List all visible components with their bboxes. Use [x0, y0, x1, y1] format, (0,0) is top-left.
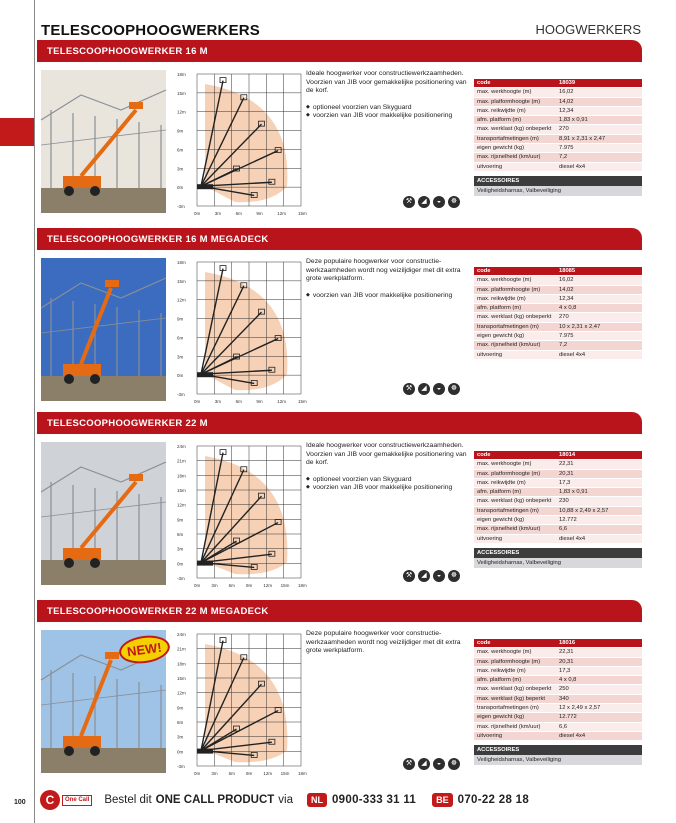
y-tick-label: 12m	[177, 502, 186, 508]
y-tick-label: 6m	[177, 720, 184, 725]
spec-row	[474, 704, 642, 713]
spec-label: max. werklast (kg) onbeperkt	[477, 686, 552, 693]
description-text: Ideale hoogwerker voor constructiewerkzaamheden. Voorzien van JIB voor gemakkelijke positionering van de korf.	[306, 70, 467, 95]
spec-row	[474, 479, 642, 488]
new-badge: NEW!	[117, 633, 171, 667]
x-tick-label: 18m	[298, 771, 307, 776]
spec-label: max. reikwijdte (m)	[477, 667, 526, 674]
reach-diagram-container	[175, 442, 307, 590]
safety-icons	[403, 383, 460, 395]
spec-value: diesel 4x4	[559, 351, 586, 358]
spec-header-code: 18014	[559, 452, 576, 458]
spec-row	[474, 116, 642, 125]
spec-header-key: code	[477, 268, 491, 274]
spec-label: max. rijsnelheid (km/uur)	[477, 154, 541, 161]
spec-value: 4 x 0,8	[559, 305, 577, 312]
y-tick-label: 0m	[177, 373, 184, 379]
y-tick-label: 0m	[177, 749, 184, 755]
page-title: TELESCOOPHOOGWERKERS	[41, 22, 261, 39]
spec-header-row	[474, 639, 642, 648]
y-tick-label: 18m	[177, 661, 186, 667]
spec-row	[474, 341, 642, 350]
x-tick-label: 12m	[277, 211, 286, 216]
accessories-header: ACCESSOIRES	[474, 548, 642, 558]
spec-value: 7.975	[559, 145, 574, 152]
y-tick-label: 9m	[177, 316, 184, 322]
x-tick-label: 15m	[280, 583, 290, 588]
spec-value: 14,02	[559, 286, 574, 293]
y-tick-label: 12m	[177, 690, 186, 696]
section-title: TELESCOOPHOOGWERKER 22 M MEGADECK	[37, 600, 642, 622]
spec-label: max. werkhoogte (m)	[477, 89, 532, 96]
spec-label: max. platformhoogte (m)	[477, 470, 541, 477]
spec-value: 17,3	[559, 479, 571, 486]
y-tick-label: 3m	[177, 546, 184, 552]
y-tick-label: 12m	[177, 109, 186, 115]
spec-value: 10,88 x 2,49 x 2,57	[559, 507, 609, 514]
harness-icon: ☸	[448, 758, 460, 770]
spec-row	[474, 276, 642, 285]
spec-value: diesel 4x4	[559, 535, 586, 542]
spec-row	[474, 332, 642, 341]
spec-row	[474, 144, 642, 153]
country-be-badge: BE	[432, 793, 453, 807]
spec-value: 270	[559, 126, 569, 133]
spec-value: 6,6	[559, 723, 568, 730]
spec-table	[474, 267, 642, 360]
product-section	[37, 228, 642, 418]
feature-item: ◆ optioneel voorzien van Skyguard	[306, 104, 471, 113]
spec-table	[474, 79, 642, 196]
spec-label: max. werklast (kg) onbeperkt	[477, 126, 552, 133]
one-call-logo-text: One Call	[62, 795, 92, 806]
product-description	[306, 258, 471, 300]
spec-row	[474, 98, 642, 107]
reach-diagram	[175, 258, 307, 406]
y-tick-label: 18m	[177, 473, 186, 479]
x-tick-label: 3m	[211, 583, 218, 588]
x-tick-label: 18m	[298, 583, 307, 588]
spec-value: 22,31	[559, 461, 574, 468]
spec-label: transportafmetingen (m)	[477, 135, 539, 142]
reach-diagram-container	[175, 258, 307, 406]
spec-value: 12.772	[559, 714, 577, 721]
footer-order-bar	[40, 788, 529, 812]
spec-row	[474, 163, 642, 172]
section-title: TELESCOOPHOOGWERKER 22 M	[37, 412, 642, 434]
spec-header-row	[474, 451, 642, 460]
spec-row	[474, 732, 642, 741]
x-tick-label: 6m	[235, 211, 242, 216]
spec-row	[474, 135, 642, 144]
spec-row	[474, 313, 642, 322]
spec-label: max. rijsnelheid (km/uur)	[477, 723, 541, 730]
spec-row	[474, 658, 642, 667]
spec-label: max. platformhoogte (m)	[477, 658, 541, 665]
reach-diagram	[175, 630, 307, 778]
x-tick-label: 9m	[246, 583, 253, 588]
spec-row	[474, 695, 642, 704]
spec-row	[474, 323, 642, 332]
y-tick-label: 0m	[177, 185, 184, 191]
y-tick-label: 24m	[177, 444, 186, 449]
spec-value: 230	[559, 498, 569, 505]
harness-icon: ☸	[448, 196, 460, 208]
x-tick-label: 3m	[214, 399, 222, 404]
spec-row	[474, 685, 642, 694]
spec-label: eigen gewicht (kg)	[477, 145, 525, 152]
spec-header-code: 18085	[559, 268, 576, 274]
spec-row	[474, 723, 642, 732]
spec-value: 14,02	[559, 98, 574, 105]
spec-label: afm. platform (m)	[477, 489, 522, 496]
footer-text: Bestel dit	[104, 794, 152, 806]
phone-nl[interactable]: 0900-333 31 11	[331, 794, 417, 806]
y-tick-label: 15m	[177, 488, 186, 493]
spec-value: 340	[559, 695, 569, 702]
product-photo	[41, 630, 166, 773]
boot-icon: ◢	[418, 570, 430, 582]
spec-header-key: code	[477, 452, 491, 458]
helmet-icon: ◒	[433, 758, 445, 770]
harness-icon: ☸	[448, 570, 460, 582]
spec-header-key: code	[477, 640, 491, 646]
accessories-value: Veiligheidsharnas, Valbeveiliging	[474, 558, 642, 568]
spec-label: afm. platform (m)	[477, 117, 522, 124]
spec-value: 270	[559, 314, 569, 321]
spec-label: max. platformhoogte (m)	[477, 286, 541, 293]
spec-label: uitvoering	[477, 163, 503, 170]
spec-value: 20,31	[559, 658, 574, 665]
spec-label: max. rijsnelheid (km/uur)	[477, 526, 541, 533]
spec-row	[474, 648, 642, 657]
spec-row	[474, 667, 642, 676]
x-tick-label: 6m	[235, 399, 242, 404]
y-tick-label: -3m	[177, 764, 185, 769]
x-tick-label: 9m	[246, 771, 253, 776]
one-call-logo-icon: C	[40, 790, 60, 810]
wrench-icon: ⚒	[403, 758, 415, 770]
spec-label: max. werklast (kg) onbeperkt	[477, 314, 552, 321]
y-tick-label: -3m	[177, 204, 185, 209]
spec-row	[474, 535, 642, 544]
spec-value: 22,31	[559, 649, 574, 656]
feature-item: ◆ optioneel voorzien van Skyguard	[306, 476, 471, 485]
y-tick-label: 24m	[177, 632, 186, 637]
page-number: 100	[14, 799, 26, 806]
y-tick-label: 6m	[177, 335, 184, 341]
spec-label: eigen gewicht (kg)	[477, 333, 525, 340]
spec-value: 6,6	[559, 526, 568, 533]
x-tick-label: 3m	[214, 211, 222, 216]
safety-icons	[403, 758, 460, 770]
spec-value: 17,3	[559, 667, 571, 674]
x-tick-label: 6m	[228, 771, 235, 776]
y-tick-label: 0m	[177, 561, 184, 567]
x-tick-label: 6m	[228, 583, 235, 588]
spec-label: max. werkhoogte (m)	[477, 277, 532, 284]
feature-item: ◆ voorzien van JIB voor makkelijke positionering	[306, 484, 471, 493]
spec-label: max. reikwijdte (m)	[477, 107, 526, 114]
spec-value: 1,83 x 0,91	[559, 489, 588, 496]
spec-row	[474, 304, 642, 313]
x-tick-label: 12m	[277, 399, 286, 404]
spec-row	[474, 460, 642, 469]
spec-value: 12,34	[559, 107, 574, 114]
spec-value: 8,91 x 2,31 x 2,47	[559, 135, 606, 142]
product-description	[306, 442, 471, 493]
spec-header-code: 18039	[559, 80, 576, 86]
y-tick-label: 21m	[177, 646, 186, 652]
spec-label: afm. platform (m)	[477, 305, 522, 312]
spec-value: 16,02	[559, 89, 574, 96]
helmet-icon: ◒	[433, 196, 445, 208]
spec-value: diesel 4x4	[559, 163, 586, 170]
spec-row	[474, 676, 642, 685]
spec-label: uitvoering	[477, 351, 503, 358]
x-tick-label: 0m	[194, 583, 201, 588]
accessories-header: ACCESSOIRES	[474, 745, 642, 755]
spec-row	[474, 470, 642, 479]
feature-item: ◆ voorzien van JIB voor makkelijke positionering	[306, 112, 471, 121]
spec-table	[474, 639, 642, 765]
reach-diagram	[175, 442, 307, 590]
spec-value: 7,2	[559, 154, 568, 161]
y-tick-label: 3m	[177, 166, 184, 172]
footer-via: via	[278, 794, 293, 806]
wrench-icon: ⚒	[403, 383, 415, 395]
spec-row	[474, 497, 642, 506]
spec-row	[474, 713, 642, 722]
y-tick-label: 18m	[177, 72, 186, 77]
x-tick-label: 12m	[263, 583, 273, 588]
spec-row	[474, 516, 642, 525]
spec-row	[474, 88, 642, 97]
y-tick-label: 15m	[177, 676, 186, 681]
y-tick-label: 3m	[177, 734, 184, 740]
page-category: HOOGWERKERS	[535, 22, 641, 37]
page-tab-marker	[0, 118, 34, 146]
product-section	[37, 600, 642, 790]
spec-row	[474, 125, 642, 134]
spec-value: 7.975	[559, 333, 574, 340]
spec-label: eigen gewicht (kg)	[477, 517, 525, 524]
spec-label: uitvoering	[477, 535, 503, 542]
spec-label: max. platformhoogte (m)	[477, 98, 541, 105]
accessories-value: Veiligheidsharnas, Valbeveiliging	[474, 755, 642, 765]
feature-item: ◆ voorzien van JIB voor makkelijke positionering	[306, 292, 471, 301]
y-tick-label: -3m	[177, 576, 185, 581]
spec-label: max. reikwijdte (m)	[477, 479, 526, 486]
y-tick-label: 12m	[177, 297, 186, 303]
product-description	[306, 630, 471, 656]
description-text: Ideale hoogwerker voor constructiewerkzaamheden. Voorzien van JIB voor gemakkelijke positionering van de korf.	[306, 442, 467, 467]
spec-header-code: 18016	[559, 640, 576, 646]
spec-label: eigen gewicht (kg)	[477, 714, 525, 721]
y-tick-label: 15m	[177, 278, 186, 284]
spec-header-row	[474, 267, 642, 276]
spec-label: max. werklast (kg) onbeperkt	[477, 498, 552, 505]
product-section	[37, 40, 642, 230]
product-photo	[41, 442, 166, 585]
x-tick-label: 0m	[194, 771, 201, 776]
spec-value: 16,02	[559, 277, 574, 284]
product-description	[306, 70, 471, 121]
wrench-icon: ⚒	[403, 196, 415, 208]
wrench-icon: ⚒	[403, 570, 415, 582]
safety-icons	[403, 196, 460, 208]
spec-row	[474, 525, 642, 534]
spec-label: max. rijsnelheid (km/uur)	[477, 342, 541, 349]
spec-row	[474, 351, 642, 360]
spec-row	[474, 153, 642, 162]
y-tick-label: 6m	[177, 532, 184, 537]
helmet-icon: ◒	[433, 570, 445, 582]
x-tick-label: 3m	[211, 771, 218, 776]
boot-icon: ◢	[418, 196, 430, 208]
left-margin-rule	[34, 0, 35, 823]
spec-value: 12 x 2,49 x 2,57	[559, 705, 601, 712]
spec-row	[474, 295, 642, 304]
spec-value: 12,34	[559, 295, 574, 302]
spec-label: afm. platform (m)	[477, 677, 522, 684]
spec-label: max. werkhoogte (m)	[477, 461, 532, 468]
y-tick-label: -3m	[177, 392, 185, 397]
y-tick-label: 6m	[177, 147, 184, 153]
y-tick-label: 18m	[177, 260, 186, 265]
x-tick-label: 9m	[256, 399, 263, 404]
helmet-icon: ◒	[433, 383, 445, 395]
reach-diagram-container	[175, 70, 307, 218]
feature-list	[306, 476, 471, 493]
boot-icon: ◢	[418, 383, 430, 395]
accessories-header: ACCESSOIRES	[474, 176, 642, 186]
feature-list	[306, 292, 471, 301]
section-title: TELESCOOPHOOGWERKER 16 M MEGADECK	[37, 228, 642, 250]
phone-be[interactable]: 070-22 28 18	[457, 794, 530, 806]
footer-product: ONE CALL PRODUCT	[155, 794, 275, 806]
x-tick-label: 0m	[194, 399, 201, 404]
y-tick-label: 21m	[177, 458, 186, 464]
country-nl-badge: NL	[307, 793, 327, 807]
spec-value: 20,31	[559, 470, 574, 477]
spec-label: transportafmetingen (m)	[477, 705, 539, 712]
spec-value: diesel 4x4	[559, 732, 586, 739]
spec-row	[474, 107, 642, 116]
spec-value: 1,83 x 0,91	[559, 117, 588, 124]
product-photo	[41, 258, 166, 401]
x-tick-label: 12m	[263, 771, 273, 776]
spec-label: transportafmetingen (m)	[477, 507, 539, 514]
spec-label: max. werkhoogte (m)	[477, 649, 532, 656]
spec-row	[474, 286, 642, 295]
spec-label: transportafmetingen (m)	[477, 323, 539, 330]
spec-label: max. werklast (kg) beperkt	[477, 695, 545, 702]
boot-icon: ◢	[418, 758, 430, 770]
description-text: Deze populaire hoogwerker voor constructie-werkzaamheden wordt nog veiziljdiger met dit extra grote werkplatform.	[306, 630, 461, 655]
product-photo	[41, 70, 166, 213]
description-text: Deze populaire hoogwerker voor constructie-werkzaamheden wordt nog veiziljdiger met dit extra grote werkplatform.	[306, 258, 461, 283]
harness-icon: ☸	[448, 383, 460, 395]
spec-value: 250	[559, 686, 569, 693]
y-tick-label: 9m	[177, 705, 184, 711]
safety-icons	[403, 570, 460, 582]
y-tick-label: 3m	[177, 354, 184, 360]
spec-header-row	[474, 79, 642, 88]
x-tick-label: 9m	[256, 211, 263, 216]
accessories-value: Veiligheidsharnas, Valbeveiliging	[474, 186, 642, 196]
y-tick-label: 15m	[177, 90, 186, 96]
y-tick-label: 9m	[177, 128, 184, 134]
x-tick-label: 15m	[298, 211, 307, 216]
spec-value: 7,2	[559, 342, 568, 349]
x-tick-label: 15m	[298, 399, 307, 404]
spec-table	[474, 451, 642, 568]
section-title: TELESCOOPHOOGWERKER 16 M	[37, 40, 642, 62]
spec-row	[474, 507, 642, 516]
reach-diagram-container	[175, 630, 307, 778]
x-tick-label: 15m	[280, 771, 290, 776]
y-tick-label: 9m	[177, 517, 184, 523]
spec-value: 10 x 2,31 x 2,47	[559, 323, 601, 330]
product-section	[37, 412, 642, 602]
spec-label: max. reikwijdte (m)	[477, 295, 526, 302]
spec-row	[474, 488, 642, 497]
spec-value: 4 x 0,8	[559, 677, 577, 684]
spec-header-key: code	[477, 80, 491, 86]
reach-diagram	[175, 70, 307, 218]
feature-list	[306, 104, 471, 121]
spec-value: 12.772	[559, 517, 577, 524]
x-tick-label: 0m	[194, 211, 201, 216]
spec-label: uitvoering	[477, 732, 503, 739]
